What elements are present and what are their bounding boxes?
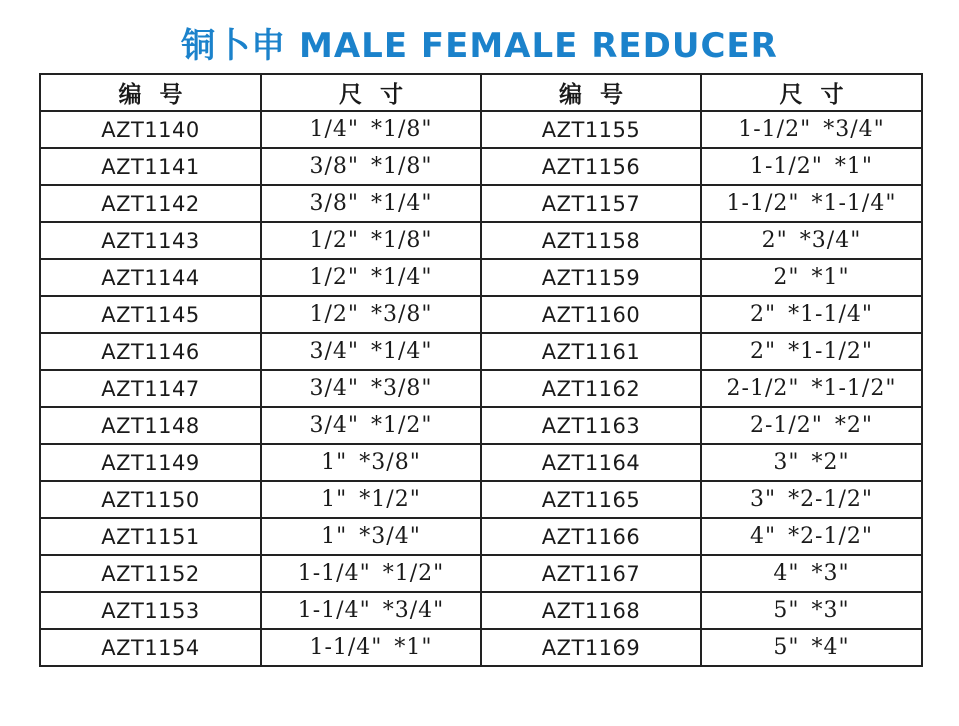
size-cell: 3/8" *1/8" [261,148,481,185]
size-cell: 3/4" *3/8" [261,370,481,407]
product-code-cell: AZT1156 [481,148,701,185]
table-row [40,592,922,629]
product-code-cell: AZT1144 [40,259,261,296]
table-row [40,185,922,222]
header-code-right: 编号 [481,74,701,111]
size-cell: 3" *2-1/2" [701,481,922,518]
table-row [40,444,922,481]
size-cell: 3/4" *1/2" [261,407,481,444]
product-code-cell: AZT1165 [481,481,701,518]
product-code-cell: AZT1164 [481,444,701,481]
size-cell: 1-1/2" *1-1/4" [701,185,922,222]
size-cell: 2-1/2" *1-1/2" [701,370,922,407]
product-code-cell: AZT1159 [481,259,701,296]
size-cell: 4" *2-1/2" [701,518,922,555]
size-cell: 3/4" *1/4" [261,333,481,370]
product-code-cell: AZT1160 [481,296,701,333]
size-cell: 3" *2" [701,444,922,481]
reducer-spec-table [39,73,923,667]
size-cell: 2" *1-1/2" [701,333,922,370]
product-code-cell: AZT1140 [40,111,261,148]
table-row [40,222,922,259]
size-cell: 1/2" *3/8" [261,296,481,333]
product-code-cell: AZT1163 [481,407,701,444]
product-code-cell: AZT1150 [40,481,261,518]
size-cell: 3/8" *1/4" [261,185,481,222]
product-code-cell: AZT1153 [40,592,261,629]
table-body [40,111,922,666]
table-row [40,296,922,333]
size-cell: 1-1/4" *1" [261,629,481,666]
table-row [40,148,922,185]
size-cell: 1" *1/2" [261,481,481,518]
page-title: 铜卜申 MALE FEMALE REDUCER [181,26,778,66]
size-cell: 2" *3/4" [701,222,922,259]
header-code-left: 编号 [40,74,261,111]
product-code-cell: AZT1158 [481,222,701,259]
product-code-cell: AZT1143 [40,222,261,259]
table-row [40,518,922,555]
product-code-cell: AZT1155 [481,111,701,148]
table-row [40,629,922,666]
product-code-cell: AZT1146 [40,333,261,370]
product-code-cell: AZT1154 [40,629,261,666]
size-cell: 1" *3/8" [261,444,481,481]
product-code-cell: AZT1151 [40,518,261,555]
table-row [40,555,922,592]
table-header-row [40,74,922,111]
table-row [40,259,922,296]
table-row [40,481,922,518]
table-row [40,370,922,407]
product-code-cell: AZT1161 [481,333,701,370]
product-code-cell: AZT1167 [481,555,701,592]
product-code-cell: AZT1141 [40,148,261,185]
product-code-cell: AZT1169 [481,629,701,666]
size-cell: 2" *1" [701,259,922,296]
product-code-cell: AZT1149 [40,444,261,481]
size-cell: 2" *1-1/4" [701,296,922,333]
table-row [40,407,922,444]
product-code-cell: AZT1147 [40,370,261,407]
size-cell: 1" *3/4" [261,518,481,555]
size-cell: 1-1/4" *3/4" [261,592,481,629]
size-cell: 1-1/2" *3/4" [701,111,922,148]
product-code-cell: AZT1157 [481,185,701,222]
product-code-cell: AZT1168 [481,592,701,629]
product-code-cell: AZT1145 [40,296,261,333]
size-cell: 1-1/4" *1/2" [261,555,481,592]
product-code-cell: AZT1152 [40,555,261,592]
table-row [40,333,922,370]
table-row [40,111,922,148]
size-cell: 5" *3" [701,592,922,629]
header-size-left: 尺寸 [261,74,481,111]
size-cell: 1/4" *1/8" [261,111,481,148]
product-code-cell: AZT1142 [40,185,261,222]
size-cell: 1-1/2" *1" [701,148,922,185]
product-code-cell: AZT1148 [40,407,261,444]
size-cell: 2-1/2" *2" [701,407,922,444]
size-cell: 1/2" *1/8" [261,222,481,259]
header-size-right: 尺寸 [701,74,922,111]
size-cell: 4" *3" [701,555,922,592]
size-cell: 1/2" *1/4" [261,259,481,296]
product-code-cell: AZT1166 [481,518,701,555]
size-cell: 5" *4" [701,629,922,666]
product-code-cell: AZT1162 [481,370,701,407]
